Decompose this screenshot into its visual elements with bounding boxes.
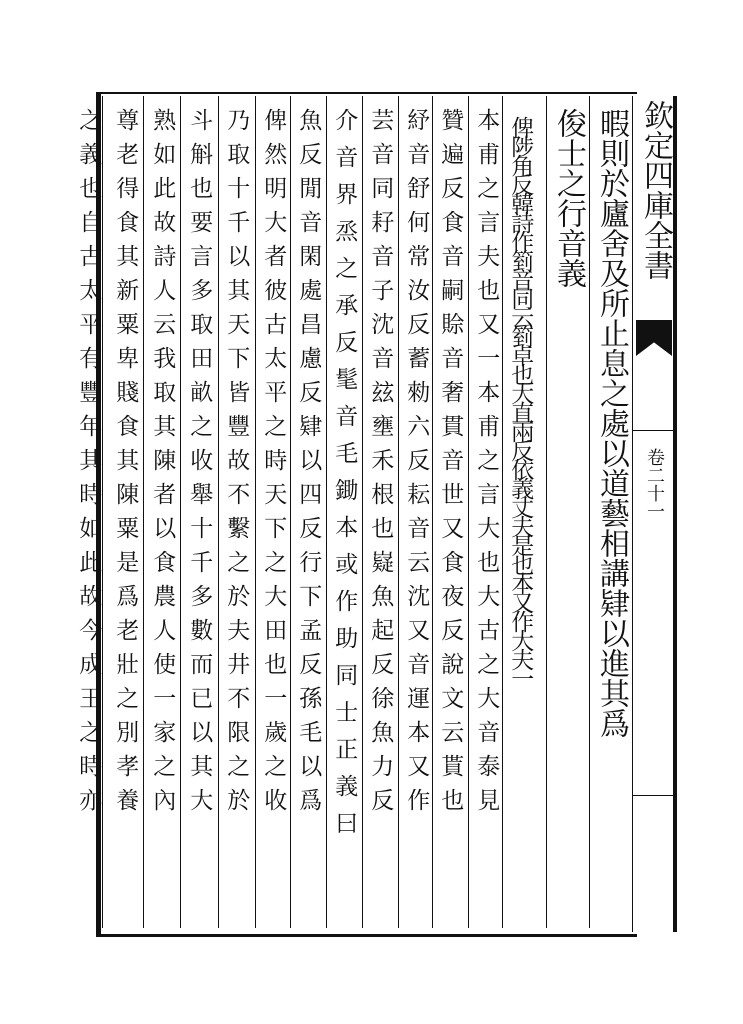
margin-volume: [642, 448, 666, 525]
column-text: 本甫之言夫也又一本甫之言大也大古之大音泰見: [473, 108, 500, 822]
column-text: 介音界烝之承反髦音毛鋤本或作助同士正義曰: [331, 108, 358, 848]
column-text: 贊遍反食音嗣賒音奢貫音世又食夜反說文云貰也: [437, 108, 464, 822]
text-column: [548, 108, 588, 928]
column-text: 暇則於廬舍及所止息之處以道藝相講肄以進其爲: [594, 108, 629, 738]
column-text: 俾陟角反韓詩作箌音同云箌卓也大直兩反依義丈夫是也本又作大夫一: [507, 116, 534, 686]
text-column: [470, 108, 502, 928]
column-text: 之義也自古太平有豐年其時如此故今成王之時亦: [75, 108, 102, 822]
column-text: 紓音舒何常汝反蓄勑六反耘音云沈又音運本又作: [403, 108, 430, 822]
text-column: [328, 108, 360, 928]
text-column: [257, 108, 289, 928]
text-column: [183, 108, 215, 928]
text-column: [591, 108, 631, 928]
text-column: [72, 108, 104, 928]
column-rule: [546, 96, 547, 928]
column-text: 魚反閒音閑處昌慮反肄以四反行下孟反孫毛以爲: [295, 108, 322, 822]
column-text: 乃取十千以其天下皆豐故不繫之於夫井不限之於: [223, 108, 250, 822]
column-text: 芸音同耔音子沈音玆壅禾根也嶷魚起反徐魚力反: [367, 108, 394, 822]
text-column: [292, 108, 324, 928]
text-column: [400, 108, 432, 928]
column-text: 尊老得食其新粟卑賤食其陳粟是爲老壯之別孝養: [112, 108, 139, 822]
column-rule: [589, 96, 590, 928]
text-column: [504, 116, 536, 936]
text-column: [434, 108, 466, 928]
text-column: [220, 108, 252, 928]
margin-title: [636, 100, 672, 290]
fishtail-rule-top: [633, 430, 673, 431]
column-text: 俊士之行音義: [551, 108, 586, 288]
margin-volume-text: 卷二十一: [644, 448, 665, 520]
column-text: 俾然明大者彼古太平之時天下之大田也一歲之收: [260, 108, 287, 822]
text-column: [364, 108, 396, 928]
column-text: 熟如此故詩人云我取其陳者以食農人使一家之內: [149, 108, 176, 822]
margin-title-text: 欽定四庫全書: [638, 100, 673, 280]
fishtail-rule-bottom: [633, 795, 673, 796]
text-column: [109, 108, 141, 928]
column-text: 斗斛也要言多取田畝之收舉十千多數而已以其大: [186, 108, 213, 822]
text-column: [146, 108, 178, 928]
